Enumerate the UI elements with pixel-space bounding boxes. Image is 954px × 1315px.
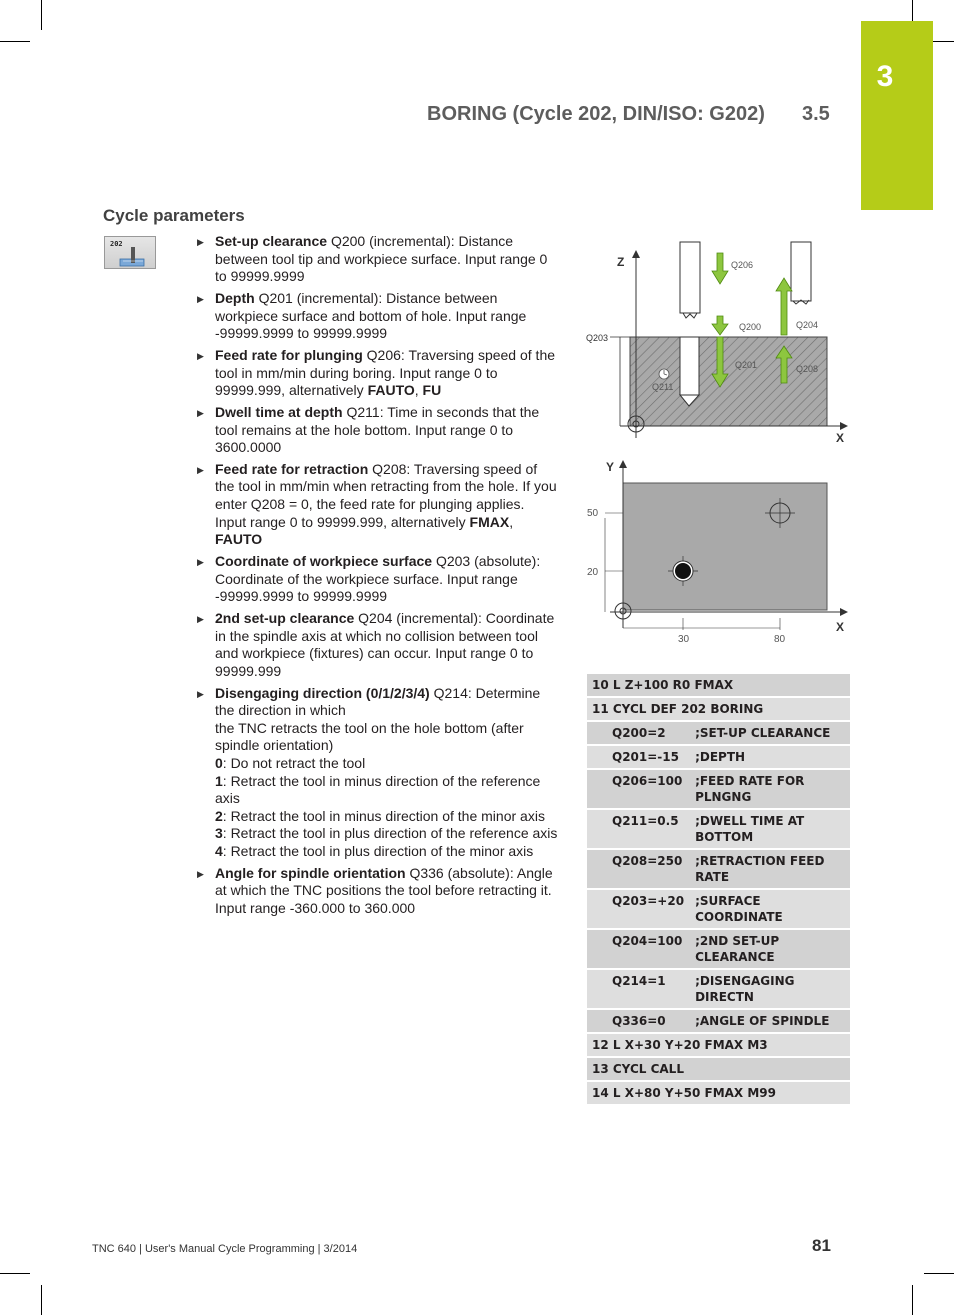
crop-mark [0,1273,30,1274]
page-number: 81 [812,1236,831,1255]
crop-mark [912,1285,913,1315]
crop-mark [41,0,42,30]
program-line: 13 CYCL CALL [587,1057,850,1081]
parameter-list [196,233,558,922]
program-line: 11 CYCL DEF 202 BORING [587,697,850,721]
param-q201: ▶ Depth Q201 (incremental): Distance between workpiece surface and bottom of hole. Input range -99999.9999 to 99999.9999 [196,290,558,343]
program-line: 10 L Z+100 R0 FMAX [587,674,850,697]
param-q203: ▶ Coordinate of workpiece surface Q203 (absolute): Coordinate of the workpiece surface. Input range -99999.9999 to 99999.9999 [196,553,558,606]
program-line: 14 L X+80 Y+50 FMAX M99 [587,1081,850,1105]
q201-label: Q201 [735,360,758,370]
q204-label: Q204 [796,320,819,330]
page-header-title: BORING (Cycle 202, DIN/ISO: G202) [427,103,765,125]
crop-mark [924,1273,954,1274]
q208-label: Q208 [796,364,819,374]
footer-text: TNC 640 | User's Manual Cycle Programming | 3/2014 [92,1243,358,1255]
q200-label: Q200 [739,322,762,332]
param-q206: ▶ Feed rate for plunging Q206: Traversing speed of the tool in mm/min during boring. Input range 0 to 99999.999, alternatively FAUTO, FU [196,347,558,400]
chapter-tab [861,21,933,210]
program-param-line: Q336=0 ;ANGLE OF SPINDLE [587,1009,850,1033]
tick-x30: 30 [678,634,690,645]
param-q214: ▶ Disengaging direction (0/1/2/3/4) Q214: Determine the direction in which the TNC retracts the tool on the hole bottom (after spindle orientation) 0: Do not retract the tool 1: Retract the tool in minus direction of the reference axis 2: Retract the tool in minus direction of the minor axis 3: Retract the tool in plus direction of the reference axis 4: Retract the tool in plus direction of the minor axis [196,685,558,861]
chapter-number: 3 [876,60,894,93]
q211-label: Q211 [652,382,674,392]
q203-label: Q203 [586,333,609,343]
param-q208: ▶ Feed rate for retraction Q208: Traversing speed of the tool in mm/min when retracting from the hole. If you enter Q208 = 0, the feed rate for plunging applies. Input range 0 to 99999.999, alternatively FMAX, FAUTO [196,461,558,549]
program-param-line: Q214=1 ;DISENGAGING DIRECTN [587,969,850,1009]
crop-mark [41,1285,42,1315]
z-axis-label: Z [617,255,625,269]
param-q211: ▶ Dwell time at depth Q211: Time in seconds that the tool remains at the hole bottom. Input range 0 to 3600.0000 [196,404,558,457]
side-view [586,242,848,445]
cycle-diagram [580,238,855,650]
section-title: Cycle parameters [103,206,245,225]
param-q200: ▶ Set-up clearance Q200 (incremental): Distance between tool tip and workpiece surface. Input range 0 to 99999.9999 [196,233,558,286]
x-axis-label-top: X [836,431,845,445]
tick-y20: 20 [587,567,599,578]
crop-mark [0,41,30,42]
param-q204: ▶ 2nd set-up clearance Q204 (incremental): Coordinate in the spindle axis at which no collision between tool and workpiece (fixtures) can occur. Input range 0 to 99999.999 [196,610,558,680]
program-param-line: Q201=-15 ;DEPTH [587,745,850,769]
y-axis-label: Y [606,460,615,474]
program-param-line: Q208=250 ;RETRACTION FEED RATE [587,849,850,889]
program-param-line: Q206=100 ;FEED RATE FOR PLNGNG [587,769,850,809]
cycle-softkey-icon [104,236,156,269]
plan-view [587,460,848,645]
nc-program-listing [587,674,850,1106]
param-q336: ▶ Angle for spindle orientation Q336 (absolute): Angle at which the TNC positions the tool before retracting it. Input range -360.000 to 360.000 [196,865,558,918]
boring-symbol-icon [105,237,155,268]
tick-y50: 50 [587,508,599,519]
softkey-label: 202 [110,240,123,248]
q206-label: Q206 [731,260,754,270]
program-param-line: Q203=+20 ;SURFACE COORDINATE [587,889,850,929]
program-param-line: Q204=100 ;2ND SET-UP CLEARANCE [587,929,850,969]
page-header-section: 3.5 [802,103,830,125]
tick-x80: 80 [774,634,786,645]
program-param-line: Q211=0.5 ;DWELL TIME AT BOTTOM [587,809,850,849]
program-param-line: Q200=2 ;SET-UP CLEARANCE [587,721,850,745]
program-line: 12 L X+30 Y+20 FMAX M3 [587,1033,850,1057]
x-axis-label-bottom: X [836,620,845,634]
